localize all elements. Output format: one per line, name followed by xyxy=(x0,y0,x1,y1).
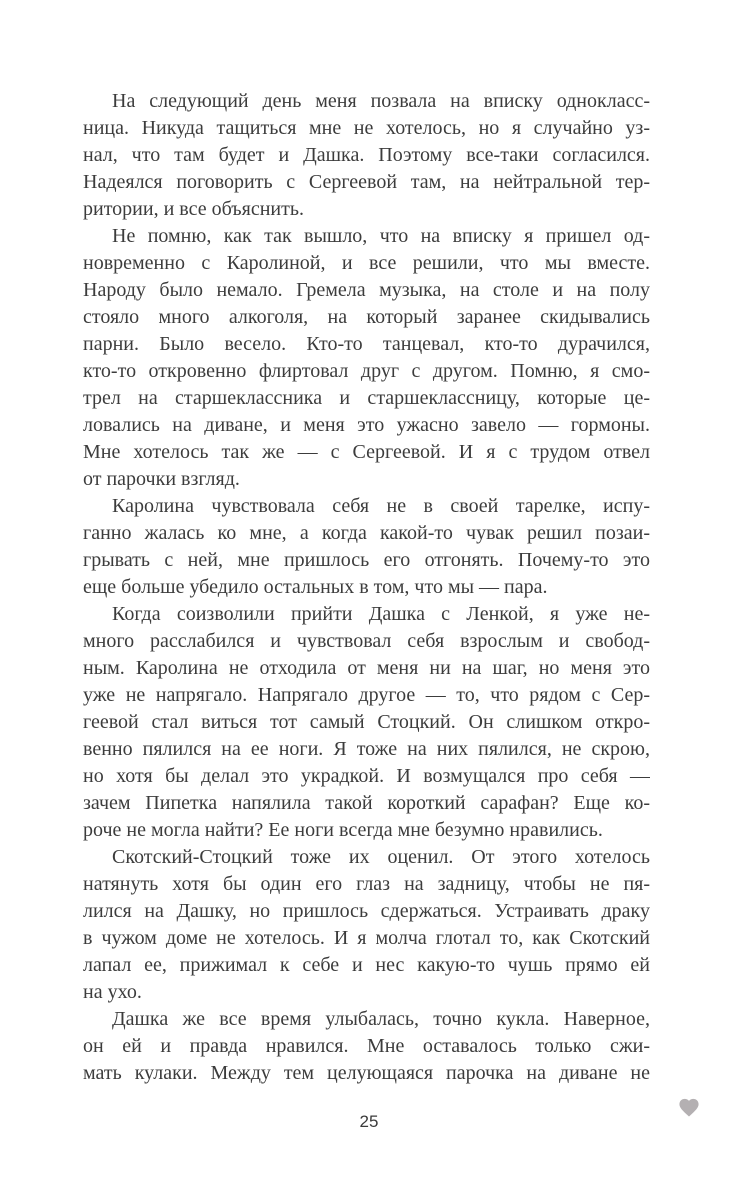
favorite-button[interactable] xyxy=(677,1096,701,1119)
text-line: много расслабился и чувствовал себя взрослым и свобод- xyxy=(83,630,650,652)
paragraph xyxy=(83,601,650,844)
text-line: геевой стал виться тот самый Стоцкий. Он слишком откро- xyxy=(83,711,650,733)
text-line: но хотя бы делал это украдкой. И возмущался про себя — xyxy=(83,765,650,787)
text-line: Мне хотелось так же — с Сергеевой. И я с трудом отвел xyxy=(83,441,650,463)
text-line: Каролина чувствовала себя не в своей тарелке, испу- xyxy=(112,495,650,517)
paragraph xyxy=(83,493,650,601)
text-line: еще больше убедило остальных в том, что мы — пара. xyxy=(83,576,548,598)
paragraph xyxy=(83,1006,650,1087)
text-line: венно пялился на ее ноги. Я тоже на них пялился, не скрою, xyxy=(83,738,650,760)
text-line: кто-то откровенно флиртовал друг с другом. Помню, я смо- xyxy=(83,360,650,382)
text-line: ритории, и все объяснить. xyxy=(83,198,304,220)
text-line: ганно жалась ко мне, а когда какой-то чувак решил позаи- xyxy=(83,522,650,544)
paragraph xyxy=(83,844,650,1006)
text-line: от парочки взгляд. xyxy=(83,468,240,490)
text-line: нал, что там будет и Дашка. Поэтому все-таки согласился. xyxy=(83,144,650,166)
text-line: новременно с Каролиной, и все решили, что мы вместе. xyxy=(83,252,650,274)
heart-icon-shape xyxy=(679,1099,698,1117)
page-text xyxy=(83,88,650,1087)
text-line: трел на старшеклассника и старшеклассницу, которые це- xyxy=(83,387,650,409)
text-line: Скотский-Стоцкий тоже их оценил. От этого хотелось xyxy=(112,846,650,868)
text-line: парни. Было весело. Кто-то танцевал, кто-то дурачился, xyxy=(83,333,650,355)
paragraph xyxy=(83,88,650,223)
text-line: Когда соизволили прийти Дашка с Ленкой, я уже не- xyxy=(112,603,650,625)
text-line: Народу было немало. Гремела музыка, на столе и на полу xyxy=(83,279,650,301)
text-line: уже не напрягало. Напрягало другое — то, что рядом с Сер- xyxy=(83,684,650,706)
paragraph xyxy=(83,223,650,493)
page-number: 25 xyxy=(359,1112,379,1131)
text-line: лился на Дашку, но пришлось сдержаться. Устраивать драку xyxy=(83,900,650,922)
text-line: натянуть хотя бы один его глаз на задницу, чтобы не пя- xyxy=(83,873,650,895)
heart-icon xyxy=(677,1096,701,1119)
text-line: Надеялся поговорить с Сергеевой там, на нейтральной тер- xyxy=(83,171,650,193)
text-line: стояло много алкоголя, на который заранее скидывались xyxy=(83,306,650,328)
text-line: лапал ее, прижимал к себе и нес какую-то чушь прямо ей xyxy=(83,954,650,976)
text-line: ница. Никуда тащиться мне не хотелось, но я случайно уз- xyxy=(83,117,650,139)
text-line: На следующий день меня позвала на вписку однокласс- xyxy=(112,90,650,112)
text-line: мать кулаки. Между тем целующаяся парочка на диване не xyxy=(83,1062,650,1084)
text-line: Не помню, как так вышло, что на вписку я пришел од- xyxy=(112,225,650,247)
text-line: грывать с ней, мне пришлось его отгонять. Почему-то это xyxy=(83,549,650,571)
text-line: роче не могла найти? Ее ноги всегда мне безумно нравились. xyxy=(83,819,603,841)
text-line: Дашка же все время улыбалась, точно кукла. Наверное, xyxy=(112,1008,650,1030)
text-line: в чужом доме не хотелось. И я молча глотал то, как Скотский xyxy=(83,927,650,949)
text-line: ловались на диване, и меня это ужасно завело — гормоны. xyxy=(83,414,650,436)
text-line: он ей и правда нравился. Мне оставалось только сжи- xyxy=(83,1035,650,1057)
text-line: на ухо. xyxy=(83,981,142,1003)
text-line: ным. Каролина не отходила от меня ни на шаг, но меня это xyxy=(83,657,650,679)
text-line: зачем Пипетка напялила такой короткий сарафан? Еще ко- xyxy=(83,792,650,814)
